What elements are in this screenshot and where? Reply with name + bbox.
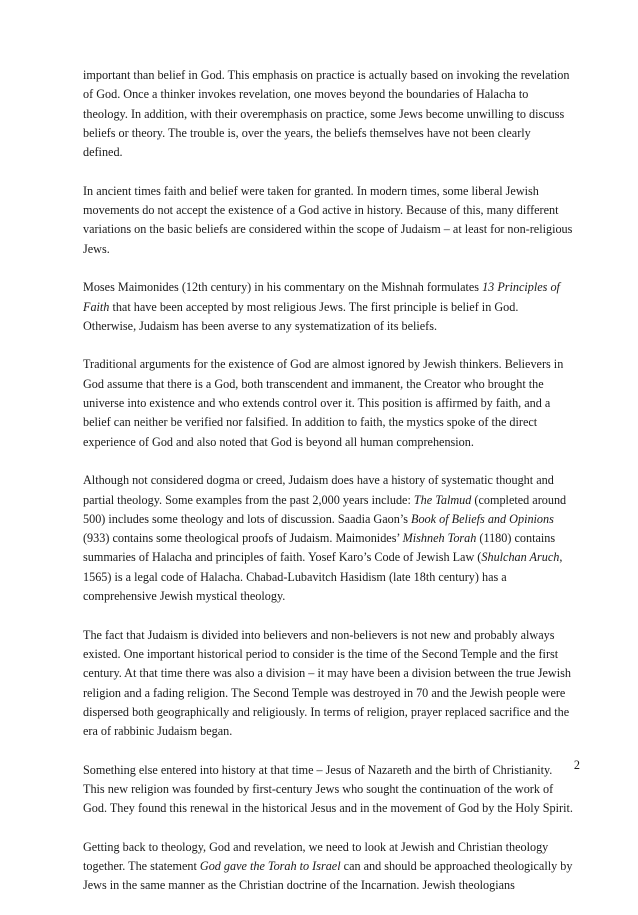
italic-title-text: The Talmud — [413, 492, 472, 507]
paragraph — [83, 66, 573, 162]
paragraph-text: (1180) contains summaries of Halacha and principles of faith. Yosef Karo’s Code of Jewish Law ( — [83, 531, 556, 565]
paragraph — [83, 838, 573, 896]
italic-title-text: Mishneh Torah — [402, 531, 477, 546]
paragraph-text: Although not considered dogma or creed, Judaism does have a history of systematic thought and partial theology. Some examples from the past 2,000 years include: — [83, 473, 554, 507]
paragraph-text: important than belief in God. This emphasis on practice is actually based on invoking the revelation of God. Once a thinker invokes revelation, one moves beyond the boundaries of Halacha to theology. In addition, with their overemphasis on practice, some Jews become unwilling to discuss beliefs or theory. The trouble is, over the years, the beliefs themselves have not been clearly defined. — [83, 68, 570, 160]
paragraph-text: Getting back to theology, God and revelation, we need to look at Jewish and Christian theology together. The statement — [83, 839, 549, 874]
paragraph-text: Traditional arguments for the existence of God are almost ignored by Jewish thinkers. Believers in God assume that there is a God, both transcendent and immanent, the Creator who brought the universe into existence and who extends control over it. This position is affirmed by faith, and a belief can neither be verified nor falsified. In addition to faith, the mystics spoke of the direct experience of God and also noted that God is beyond all human comprehension. — [83, 357, 564, 449]
paragraph-text: The fact that Judaism is divided into believers and non-believers is not new and probably always existed. One important historical period to consider is the time of the Second Temple and the first century. At that time there was also a division – it may have been a division between the true Jewish religion and a fading religion. The Second Temple was destroyed in 70 and the Jewish people were dispersed both geographically and religiously. In terms of religion, prayer replaced sacrifice and the era of rabbinic Judaism began. — [83, 627, 571, 739]
paragraph-text: In ancient times faith and belief were taken for granted. In modern times, some liberal Jewish movements do not accept the existence of a God active in history. Because of this, many different variations on the basic beliefs are considered within the scope of Judaism – at least for non-religious Jews. — [83, 183, 573, 256]
paragraph-text: (completed around 500) includes some theology and lots of discussion. Saadia Gaon’s — [83, 492, 567, 526]
paragraph — [83, 471, 573, 606]
paragraph — [83, 182, 573, 259]
document-body — [83, 66, 573, 915]
page-number: 2 — [573, 758, 580, 772]
italic-title-text: Book of Beliefs and Opinions — [411, 511, 554, 526]
paragraph-text: Something else entered into history at that time – Jesus of Nazareth and the birth of Christianity. This new religion was founded by first-century Jews who sought the continuation of the work of God. They found this renewal in the historical Jesus and in the movement of God by the Holy Spirit. — [83, 762, 573, 816]
paragraph-text: that have been accepted by most religious Jews. The first principle is belief in God. Otherwise, Judaism has been averse to any systematization of its beliefs. — [83, 299, 519, 333]
italic-title-text: 13 Principles of Faith — [83, 280, 560, 314]
paragraph — [83, 626, 573, 742]
paragraph-text: (933) contains some theological proofs of Judaism. Maimonides’ — [83, 531, 403, 546]
italic-title-text: God gave the Torah to Israel — [199, 859, 341, 874]
paragraph-text: , 1565) is a legal code of Halacha. Chabad-Lubavitch Hasidism (late 18th century) has a comprehensive Jewish mystical theology. — [83, 550, 563, 604]
paragraph — [83, 355, 573, 451]
paragraph-text: can and should be approached theologically by Jews in the same manner as the Christian doctrine of the Incarnation. Jewish theologians — [83, 859, 573, 893]
paragraph — [83, 278, 573, 336]
paragraph — [83, 761, 573, 819]
italic-title-text: Shulchan Aruch — [481, 550, 560, 565]
paragraph-text: Moses Maimonides (12th century) in his commentary on the Mishnah formulates — [83, 280, 483, 295]
